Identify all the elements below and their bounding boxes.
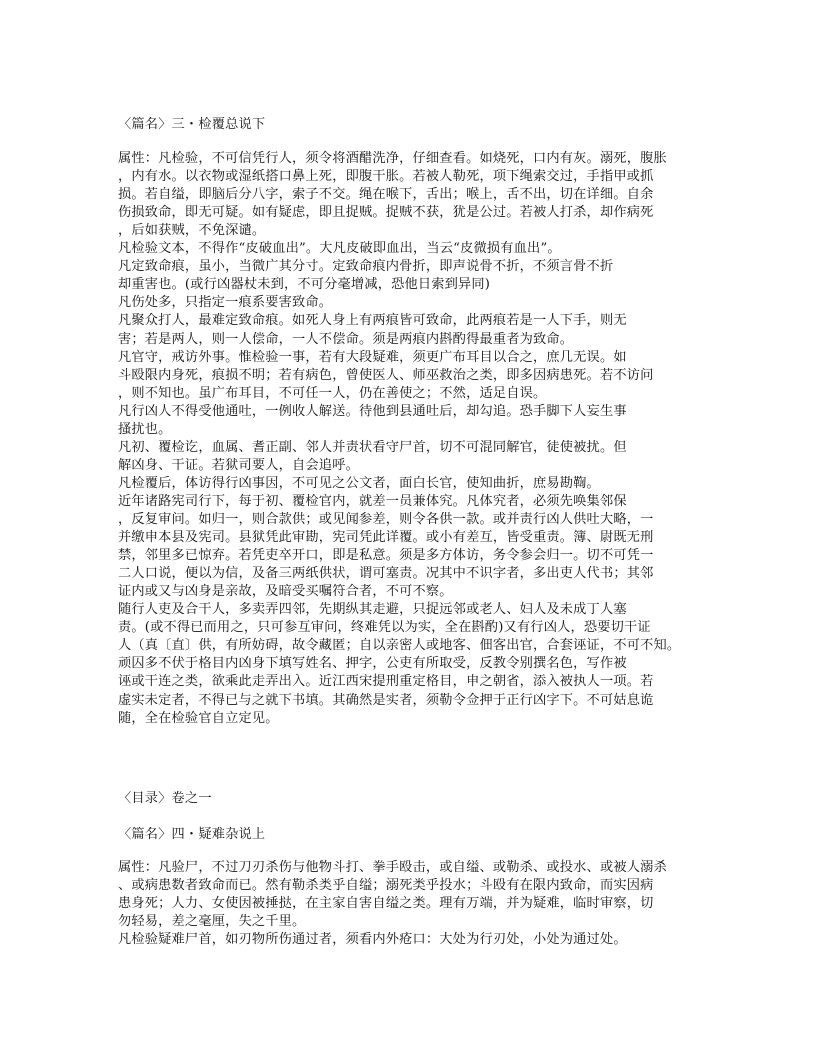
text-line: 禁，邻里多已惊弃。若凭吏卒开口，即是私意。须是多方体访，务令参会归一。切不可凭一 [118, 548, 654, 564]
text-line: 勿轻易，差之毫厘，失之千里。 [118, 914, 306, 930]
text-line: 凡初、覆检讫，血属、耆正副、邻人并责状看守尸首，切不可混同解官，徒使被扰。但 [118, 439, 627, 455]
text-line: 近年诸路宪司行下，每于初、覆检官内，就差一员兼体究。凡体究者，必须先唤集邻保 [118, 493, 627, 509]
text-line: 搔扰也。 [118, 421, 172, 437]
text-line: 害；若是两人，则一人偿命，一人不偿命。须是两痕内斟酌得最重者为致命。 [118, 331, 574, 347]
text-line: 凡伤处多，只指定一痕系要害致命。 [118, 295, 333, 311]
section-heading: 〈篇名〉四・疑难杂说上 [118, 827, 266, 842]
text-line: 虚实未定者，不得已与之就下书填。其确然是实者，须勒令佥押于正行凶字下。不可姑息诡 [118, 692, 654, 708]
text-line: ，后如获贼，不免深谴。 [118, 223, 266, 239]
text-line: 凡检验疑难尸首，如刃物所伤通过者，须看内外疮口：大处为行刃处，小处为通过处。 [118, 932, 627, 948]
text-line: 属性：凡检验，不可信凭行人，须令将酒醋洗净，仔细查看。如烧死，口内有灰。溺死，腹胀 [118, 151, 667, 166]
text-line: ，则不知也。虽广布耳目，不可任一人，仍在善使之；不然，适足自误。 [118, 385, 547, 401]
text-line: 人（真〔直〕供，有所妨碍，故令藏匿；自以亲密人或地客、佃客出官，合套诬证，不可不知。 [118, 638, 681, 654]
text-line: ，内有水。以衣物或湿纸搭口鼻上死，即腹干胀。若被人勒死，项下绳索交过，手指甲或抓 [118, 169, 654, 185]
text-line: 证内或又与凶身是亲故，及暗受买嘱符合者，不可不察。 [118, 584, 453, 600]
text-line: 患身死；人力、女使因被捶挞，在主家自害自缢之类。理有万端，并为疑难，临时审察，切 [118, 896, 654, 912]
text-line: 二人口说，便以为信，及备三两纸供状，谓可塞责。况其中不识字者，多出吏人代书；其邻 [118, 566, 654, 582]
text-line: 责。(或不得已而用之，只可参互审问，终难凭以为实，全在斟酌)又有行凶人，恐要切干证 [118, 620, 651, 636]
text-line: 伤损致命，即无可疑。如有疑虑，即且捉贼。捉贼不获，犹是公过。若被人打杀，却作病死 [118, 205, 654, 221]
text-line: 属性：凡验尸，不过刀刃杀伤与他物斗打、拳手殴击，或自缢、或勒杀、或投水、或被人溺杀 [118, 860, 667, 875]
text-line: 凡检验文本，不得作“皮破血出”。大凡皮破即血出，当云“皮微损有血出”。 [118, 241, 561, 257]
text-line: 凡行凶人不得受他通吐，一例收人解送。待他到县通吐后，却勾追。恐手脚下人妄生事 [118, 403, 627, 419]
text-line: 凡聚众打人，最难定致命痕。如死人身上有两痕皆可致命，此两痕若是一人下手，则无 [118, 313, 627, 329]
text-line: 、或病患数者致命而已。然有勒杀类乎自缢；溺死类乎投水；斗殴有在限内致命，而实因病 [118, 878, 654, 894]
text-line: 随行人吏及合干人，多卖弄四邻，先期纵其走避，只捉远邻或老人、妇人及未成丁人塞 [118, 602, 627, 618]
text-line: 斗殴限内身死，痕损不明；若有病色，曾使医人、师巫救治之类，即多因病患死。若不访问 [118, 367, 654, 383]
catalog-heading: 〈目录〉卷之一 [118, 791, 212, 806]
text-line: 并缴申本县及宪司。县狱凭此审勘，宪司凭此详覆。或小有差互，皆受重责。簿、尉既无刑 [118, 530, 654, 546]
text-line: 凡检覆后，体访得行凶事因，不可见之公文者，面白长官，使知曲折，庶易勘鞫。 [118, 475, 600, 491]
text-line: ，反复审问。如归一，则合款供；或见闻参差，则令各供一款。或并责行凶人供吐大略，一 [118, 512, 654, 527]
text-line: 顽囚多不伏于格目内凶身下填写姓名、押字，公吏有所取受，反教令别撰名色，写作被 [118, 656, 627, 672]
text-line: 解凶身、干证。若狱司要人，自会追呼。 [118, 457, 359, 473]
text-line: 随，全在检验官自立定见。 [118, 710, 279, 726]
text-line: 凡定致命痕，虽小，当微广其分寸。定致命痕内骨折，即声说骨不折，不须言骨不折 [118, 259, 614, 275]
text-line: 凡官守，戒访外事。惟检验一事，若有大段疑难，须更广布耳目以合之，庶几无误。如 [118, 349, 627, 365]
text-line: 却重害也。(或行凶器杖未到，不可分毫增减，恐他日索到异同) [118, 277, 491, 293]
section-heading: 〈篇名〉三・检覆总说下 [118, 117, 266, 132]
text-line: 诬或干连之类，欲乘此走弄出入。近江西宋提刑重定格目，申之朝省，添入被执人一项。若 [118, 674, 654, 690]
text-line: 损。若自缢，即脑后分八字，索子不交。绳在喉下，舌出；喉上，舌不出，切在详细。自余 [118, 187, 654, 203]
